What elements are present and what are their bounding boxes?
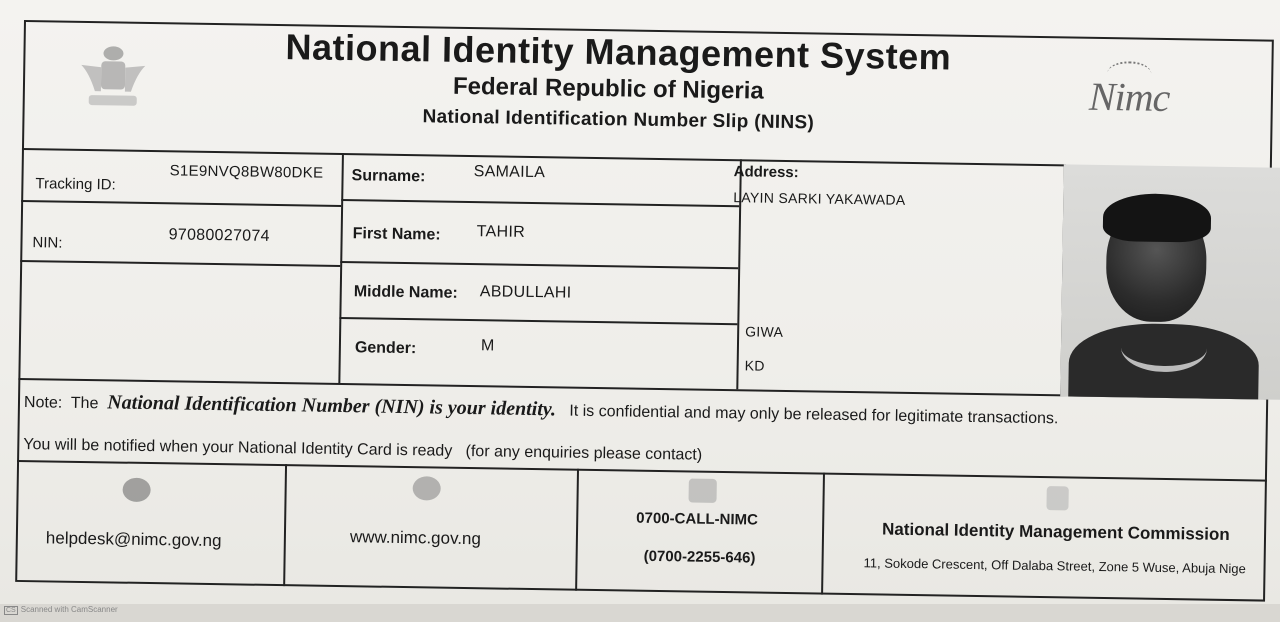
note-the: The	[70, 394, 99, 413]
address-line: LAYIN SARKI YAKAWADA	[733, 189, 906, 208]
phone-icon	[689, 479, 717, 503]
note-rest: It is confidential and may only be released for legitimate transactions.	[569, 402, 1059, 428]
nin-value: 97080027074	[168, 226, 270, 245]
note-prefix: Note:	[23, 394, 63, 412]
surname-value: SAMAILA	[473, 163, 546, 182]
footer-website: www.nimc.gov.ng	[349, 527, 482, 549]
first-name-label: First Name:	[352, 225, 441, 244]
logo-text: Nimc	[1088, 73, 1170, 120]
nin-slip	[15, 20, 1280, 610]
building-icon	[1046, 486, 1068, 510]
note-line2-paren: (for any enquiries please contact)	[465, 442, 703, 464]
note-emphasis: National Identification Number (NIN) is your identity.	[107, 391, 557, 421]
scanner-watermark	[4, 605, 118, 615]
footer-email: helpdesk@nimc.gov.ng	[45, 528, 222, 551]
nimc-logo	[1085, 61, 1182, 123]
photo-hair	[1103, 193, 1212, 243]
first-name-value: TAHIR	[476, 223, 526, 241]
address-label: Address:	[733, 163, 799, 182]
passport-photo	[1060, 164, 1280, 399]
tracking-id-label: Tracking ID:	[35, 175, 116, 194]
coat-of-arms-icon	[71, 43, 156, 114]
page-title: National Identity Management System	[285, 26, 952, 78]
footer-org-name: National Identity Management Commission	[881, 519, 1230, 545]
address-lga: GIWA	[745, 323, 784, 340]
gender-label: Gender:	[354, 339, 417, 358]
surname-label: Surname:	[351, 167, 426, 186]
footer-phone-number: (0700-2255-646)	[643, 547, 756, 567]
scanner-badge: CS	[6, 607, 16, 614]
scanner-text: Scanned with CamScanner	[20, 605, 118, 614]
middle-name-value: ABDULLAHI	[479, 283, 572, 302]
gender-value: M	[480, 337, 495, 355]
note-line2-text: You will be notified when your National Identity Card is ready	[23, 436, 453, 460]
address-state: KD	[744, 357, 765, 374]
footer-org-address: 11, Sokode Crescent, Off Dalaba Street, Zone 5 Wuse, Abuja Nige	[863, 555, 1246, 577]
footer-phone-word: 0700-CALL-NIMC	[636, 509, 759, 529]
middle-name-label: Middle Name:	[353, 283, 458, 302]
tracking-id-value: S1E9NVQ8BW80DKE	[169, 162, 324, 182]
slip-title: National Identification Number Slip (NINS)	[422, 106, 815, 134]
nin-label: NIN:	[32, 234, 63, 252]
page-subtitle: Federal Republic of Nigeria	[452, 72, 764, 105]
